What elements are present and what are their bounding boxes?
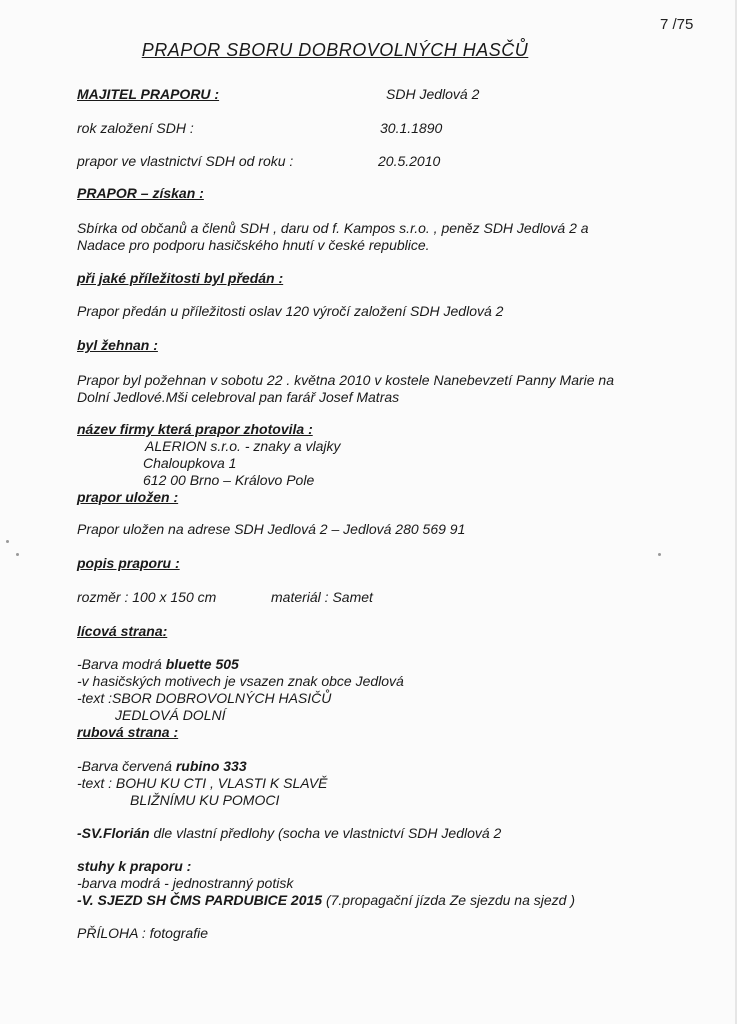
front-text-2: JEDLOVÁ DOLNÍ: [115, 707, 226, 723]
acquired-line-1: Sbírka od občanů a členů SDH , daru od f. Kampos s.r.o. , peněz SDH Jedlová 2 a: [77, 220, 589, 236]
front-heading: lícová strana:: [77, 623, 168, 639]
stored-text: Prapor uložen na adrese SDH Jedlová 2 – Jedlová 280 569 91: [77, 521, 466, 537]
occasion-heading: při jaké příležitosti byl předán :: [77, 270, 284, 286]
scan-speck: [658, 553, 661, 556]
ribbons-heading: stuhy k praporu :: [77, 858, 192, 874]
maker-line-3: 612 00 Brno – Královo Pole: [143, 472, 315, 488]
blessed-heading: byl žehnan :: [77, 337, 158, 353]
front-color: [77, 656, 239, 673]
ribbons-line-2-bold: -V. SJEZD SH ČMS PARDUBICE 2015: [77, 892, 323, 908]
description-heading: popis praporu :: [77, 555, 180, 571]
back-text-1: -text : BOHU KU CTI , VLASTI K SLAVĚ: [77, 775, 328, 791]
back-text-2: BLIŽNÍMU KU POMOCI: [130, 792, 280, 808]
back-heading: rubová strana :: [77, 724, 179, 740]
acquired-line-2: Nadace pro podporu hasičského hnutí v české republice.: [77, 237, 430, 253]
founded-value: 30.1.1890: [380, 120, 443, 136]
owner-value: SDH Jedlová 2: [386, 86, 480, 102]
front-motif: -v hasičských motivech je vsazen znak obce Jedlová: [77, 673, 404, 689]
back-color-prefix: -Barva červená: [77, 758, 176, 774]
maker-line-1: ALERION s.r.o. - znaky a vlajky: [145, 438, 341, 454]
description-size: rozměr : 100 x 150 cm: [77, 589, 217, 605]
florian-bold: -SV.Florián: [77, 825, 150, 841]
stored-heading: prapor uložen :: [77, 489, 179, 505]
blessed-line-2: Dolní Jedlové.Mši celebroval pan farář Josef Matras: [77, 389, 400, 405]
ribbons-line-2-rest: (7.propagační jízda Ze sjezdu na sjezd ): [322, 892, 575, 908]
front-text-1: -text :SBOR DOBROVOLNÝCH HASIČŮ: [77, 690, 332, 706]
ribbons-line-1: -barva modrá - jednostranný potisk: [77, 875, 294, 891]
owned-since-value: 20.5.2010: [378, 153, 441, 169]
florian-rest: dle vlastní předlohy (socha ve vlastnictví SDH Jedlová 2: [149, 825, 502, 841]
attachment-line: PŘÍLOHA : fotografie: [77, 925, 208, 941]
occasion-text: Prapor předán u příležitosti oslav 120 výročí založení SDH Jedlová 2: [77, 303, 504, 319]
maker-heading: název firmy která prapor zhotovila :: [77, 421, 313, 437]
back-color-value: rubino 333: [175, 758, 247, 774]
owner-label: MAJITEL PRAPORU :: [77, 86, 220, 102]
page-number: 7 /75: [660, 16, 694, 33]
page-title: PRAPOR SBORU DOBROVOLNÝCH HASČŮ: [141, 40, 529, 60]
maker-line-2: Chaloupkova 1: [143, 455, 237, 471]
blessed-line-1: Prapor byl požehnan v sobotu 22 . května 2010 v kostele Nanebevzetí Panny Marie na: [77, 372, 615, 388]
founded-label: rok založení SDH :: [77, 120, 194, 136]
florian-line: [77, 825, 501, 842]
ribbons-line-2: [77, 892, 575, 909]
front-color-value: bluette 505: [165, 656, 239, 672]
scan-speck: [16, 553, 19, 556]
scan-speck: [6, 540, 9, 543]
description-material: materiál : Samet: [271, 589, 373, 605]
acquired-heading: PRAPOR – získan :: [77, 185, 204, 201]
back-color: [77, 758, 247, 775]
owned-since-label: prapor ve vlastnictví SDH od roku :: [77, 153, 294, 169]
front-color-prefix: -Barva modrá: [77, 656, 166, 672]
